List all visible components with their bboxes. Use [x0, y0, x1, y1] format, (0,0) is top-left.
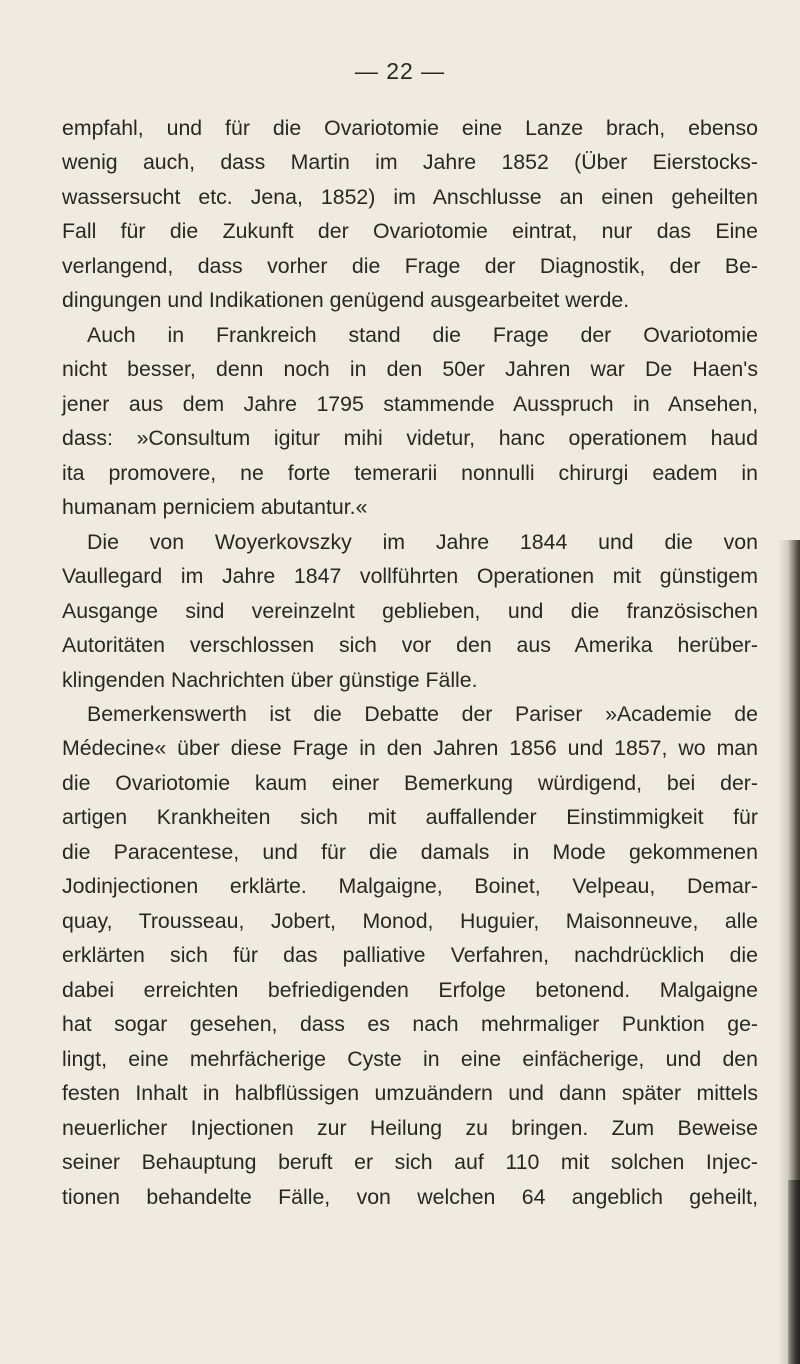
text-line: nicht besser, denn noch in den 50er Jahren war De Haen's: [62, 357, 758, 382]
text-line: Fall für die Zukunft der Ovariotomie eintrat, nur das Eine: [62, 219, 758, 244]
text-line: erklärten sich für das palliative Verfahren, nachdrücklich die: [62, 943, 758, 968]
text-line: Autoritäten verschlossen sich vor den aus Amerika herüber-: [62, 633, 758, 658]
paragraph-3: [62, 525, 758, 697]
text-line: festen Inhalt in halbflüssigen umzuändern und dann später mittels: [62, 1081, 758, 1106]
text-line: quay, Trousseau, Jobert, Monod, Huguier, Maisonneuve, alle: [62, 908, 758, 933]
paragraph-4: [62, 697, 758, 1214]
text-line: dingungen und Indikationen genügend ausgearbeitet werde.: [62, 288, 630, 313]
text-line: Jodinjectionen erklärte. Malgaigne, Boinet, Velpeau, Demar-: [62, 874, 758, 899]
text-line: Ausgange sind vereinzelnt geblieben, und die französischen: [62, 598, 758, 623]
text-line: Die von Woyerkovszky im Jahre 1844 und die von: [87, 529, 758, 554]
paragraph-1: [62, 111, 758, 318]
text-line: Bemerkenswerth ist die Debatte der Pariser »Academie de: [87, 701, 758, 726]
text-line: tionen behandelte Fälle, von welchen 64 angeblich geheilt,: [62, 1184, 758, 1209]
page-number: — 22 —: [354, 58, 446, 84]
text-line: dabei erreichten befriedigenden Erfolge betonend. Malgaigne: [62, 977, 758, 1002]
text-line: artigen Krankheiten sich mit auffallender Einstimmigkeit für: [62, 805, 758, 830]
text-line: jener aus dem Jahre 1795 stammende Ausspruch in Ansehen,: [62, 391, 758, 416]
paragraph-2: [62, 318, 758, 525]
text-line: verlangend, dass vorher die Frage der Diagnostik, der Be-: [62, 253, 758, 278]
text-line: humanam perniciem abutantur.«: [62, 495, 368, 520]
text-line: neuerlicher Injectionen zur Heilung zu bringen. Zum Beweise: [62, 1115, 758, 1140]
text-line: Médecine« über diese Frage in den Jahren 1856 und 1857, wo man: [62, 736, 758, 761]
text-line: wenig auch, dass Martin im Jahre 1852 (Über Eierstocks-: [62, 150, 758, 175]
text-line: Auch in Frankreich stand die Frage der Ovariotomie: [87, 322, 758, 347]
text-line: die Ovariotomie kaum einer Bemerkung würdigend, bei der-: [62, 770, 758, 795]
text-line: Vaullegard im Jahre 1847 vollführten Operationen mit günstigem: [62, 564, 758, 589]
text-line: seiner Behauptung beruft er sich auf 110 mit solchen Injec-: [62, 1150, 758, 1175]
text-line: wassersucht etc. Jena, 1852) im Anschlusse an einen geheilten: [62, 184, 758, 209]
text-line: ita promovere, ne forte temerarii nonnulli chirurgi eadem in: [62, 460, 758, 485]
text-line: klingenden Nachrichten über günstige Fälle.: [62, 667, 478, 692]
page-edge-dark: [788, 1180, 800, 1364]
text-line: die Paracentese, und für die damals in Mode gekommenen: [62, 839, 758, 864]
text-line: dass: »Consultum igitur mihi videtur, hanc operationem haud: [62, 426, 758, 451]
text-line: lingt, eine mehrfächerige Cyste in eine einfächerige, und den: [62, 1046, 758, 1071]
text-line: empfahl, und für die Ovariotomie eine Lanze brach, ebenso: [62, 116, 758, 140]
text-line: hat sogar gesehen, dass es nach mehrmaliger Punktion ge-: [62, 1012, 758, 1037]
body-text: [62, 111, 758, 1214]
